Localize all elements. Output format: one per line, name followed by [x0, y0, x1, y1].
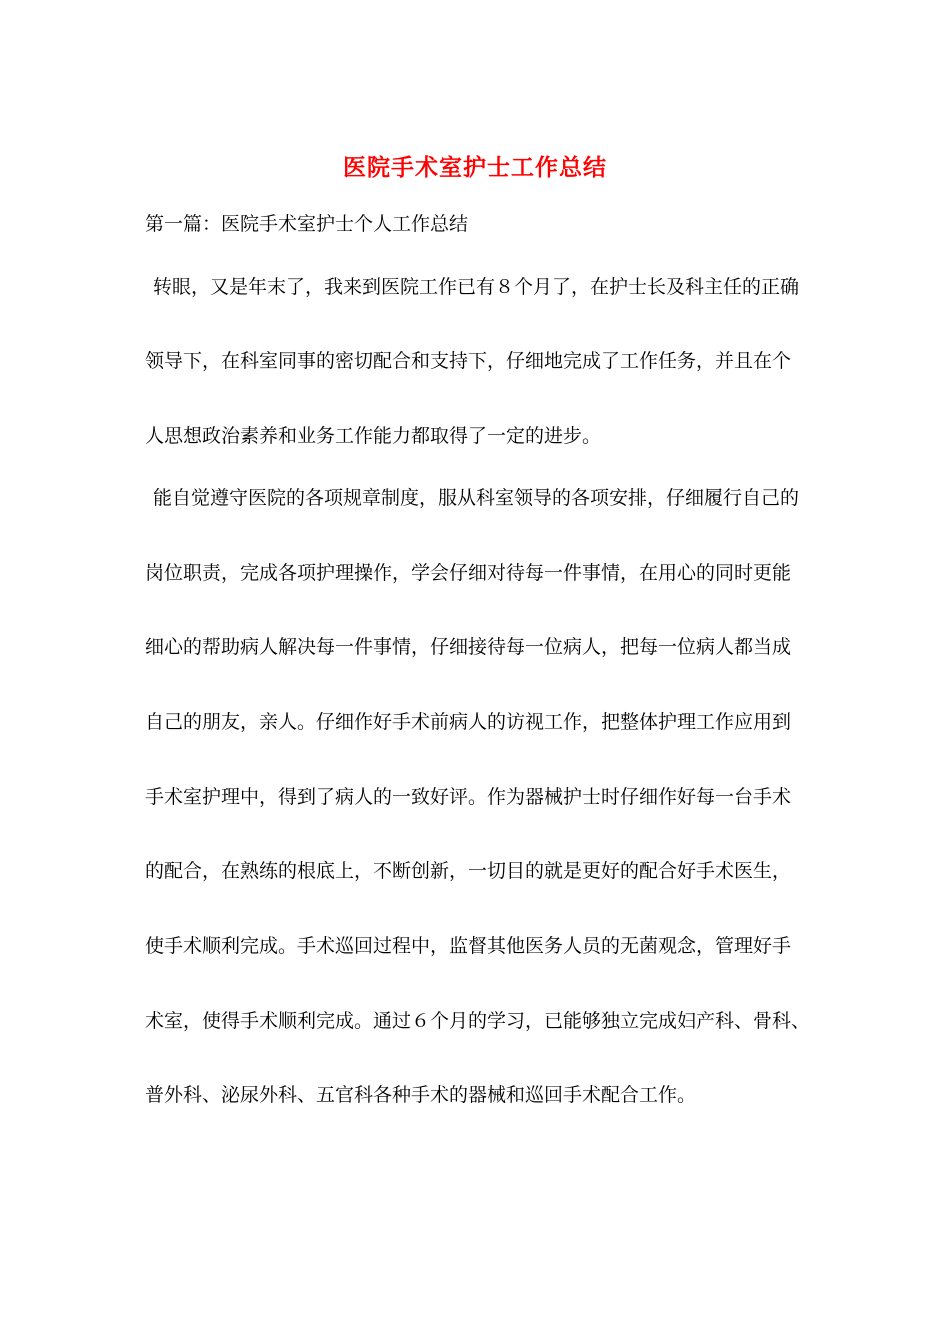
- paragraph-1-line-3: 人思想政治素养和业务工作能力都取得了一定的进步。: [145, 425, 602, 447]
- document-title: 医院手术室护士工作总结: [343, 154, 607, 181]
- paragraph-1-line-1: 转眼，又是年末了，我来到医院工作已有８个月了，在护士长及科主任的正确: [153, 276, 800, 298]
- paragraph-2-line-2: 岗位职责，完成各项护理操作，学会仔细对待每一件事情，在用心的同时更能: [145, 562, 792, 584]
- paragraph-2-line-8: 术室，使得手术顺利完成。通过６个月的学习，已能够独立完成妇产科、骨科、: [145, 1010, 811, 1032]
- paragraph-2-line-9: 普外科、泌尿外科、五官科各种手术的器械和巡回手术配合工作。: [145, 1084, 697, 1106]
- paragraph-2-line-6: 的配合，在熟练的根底上，不断创新，一切目的就是更好的配合好手术医生，: [145, 860, 792, 882]
- section-heading: 第一篇：医院手术室护士个人工作总结: [145, 213, 469, 235]
- paragraph-2-line-5: 手术室护理中，得到了病人的一致好评。作为器械护士时仔细作好每一台手术: [145, 786, 792, 808]
- paragraph-1-line-2: 领导下，在科室同事的密切配合和支持下，仔细地完成了工作任务，并且在个: [145, 350, 792, 372]
- paragraph-2-line-3: 细心的帮助病人解决每一件事情，仔细接待每一位病人，把每一位病人都当成: [145, 636, 792, 658]
- paragraph-2-line-4: 自己的朋友，亲人。仔细作好手术前病人的访视工作，把整体护理工作应用到: [145, 711, 792, 733]
- paragraph-2-line-7: 使手术顺利完成。手术巡回过程中，监督其他医务人员的无菌观念，管理好手: [145, 935, 792, 957]
- paragraph-2-line-1: 能自觉遵守医院的各项规章制度，服从科室领导的各项安排，仔细履行自己的: [153, 487, 800, 509]
